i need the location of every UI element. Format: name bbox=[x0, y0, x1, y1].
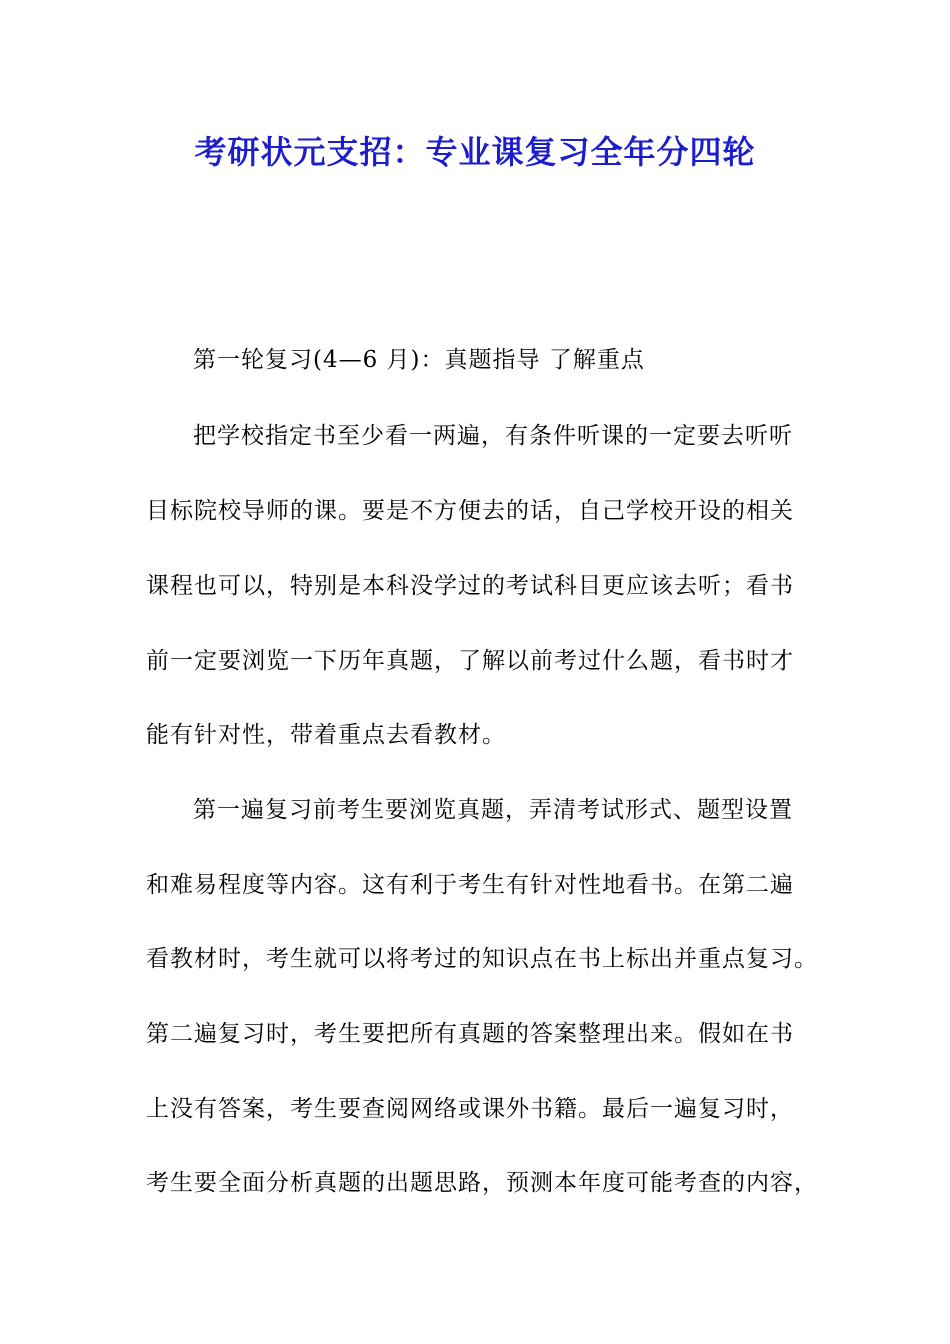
paragraph-line: 前一定要浏览一下历年真题，了解以前考过什么题，看书时才 bbox=[146, 648, 794, 674]
paragraph-line: 课程也可以，特别是本科没学过的考试科目更应该去听；看书 bbox=[146, 573, 794, 599]
paragraph-line: 上没有答案，考生要查阅网络或课外书籍。最后一遍复习时， bbox=[146, 1096, 794, 1122]
paragraph-line: 把学校指定书至少看一两遍，有条件听课的一定要去听听 bbox=[193, 423, 793, 449]
section-heading: 第一轮复习(4—6 月)：真题指导 了解重点 bbox=[193, 347, 645, 373]
paragraph-line: 考生要全面分析真题的出题思路，预测本年度可能考查的内容， bbox=[146, 1170, 818, 1196]
document-title: 考研状元支招：专业课复习全年分四轮 bbox=[194, 133, 756, 171]
paragraph-line: 目标院校导师的课。要是不方便去的话，自己学校开设的相关 bbox=[146, 498, 794, 524]
paragraph-line: 能有针对性，带着重点去看教材。 bbox=[146, 722, 506, 748]
paragraph-line: 第二遍复习时，考生要把所有真题的答案整理出来。假如在书 bbox=[146, 1021, 794, 1047]
paragraph-line: 和难易程度等内容。这有利于考生有针对性地看书。在第二遍 bbox=[146, 872, 794, 898]
paragraph-line: 第一遍复习前考生要浏览真题，弄清考试形式、题型设置 bbox=[193, 797, 793, 823]
paragraph-line: 看教材时，考生就可以将考过的知识点在书上标出并重点复习。 bbox=[146, 946, 818, 972]
